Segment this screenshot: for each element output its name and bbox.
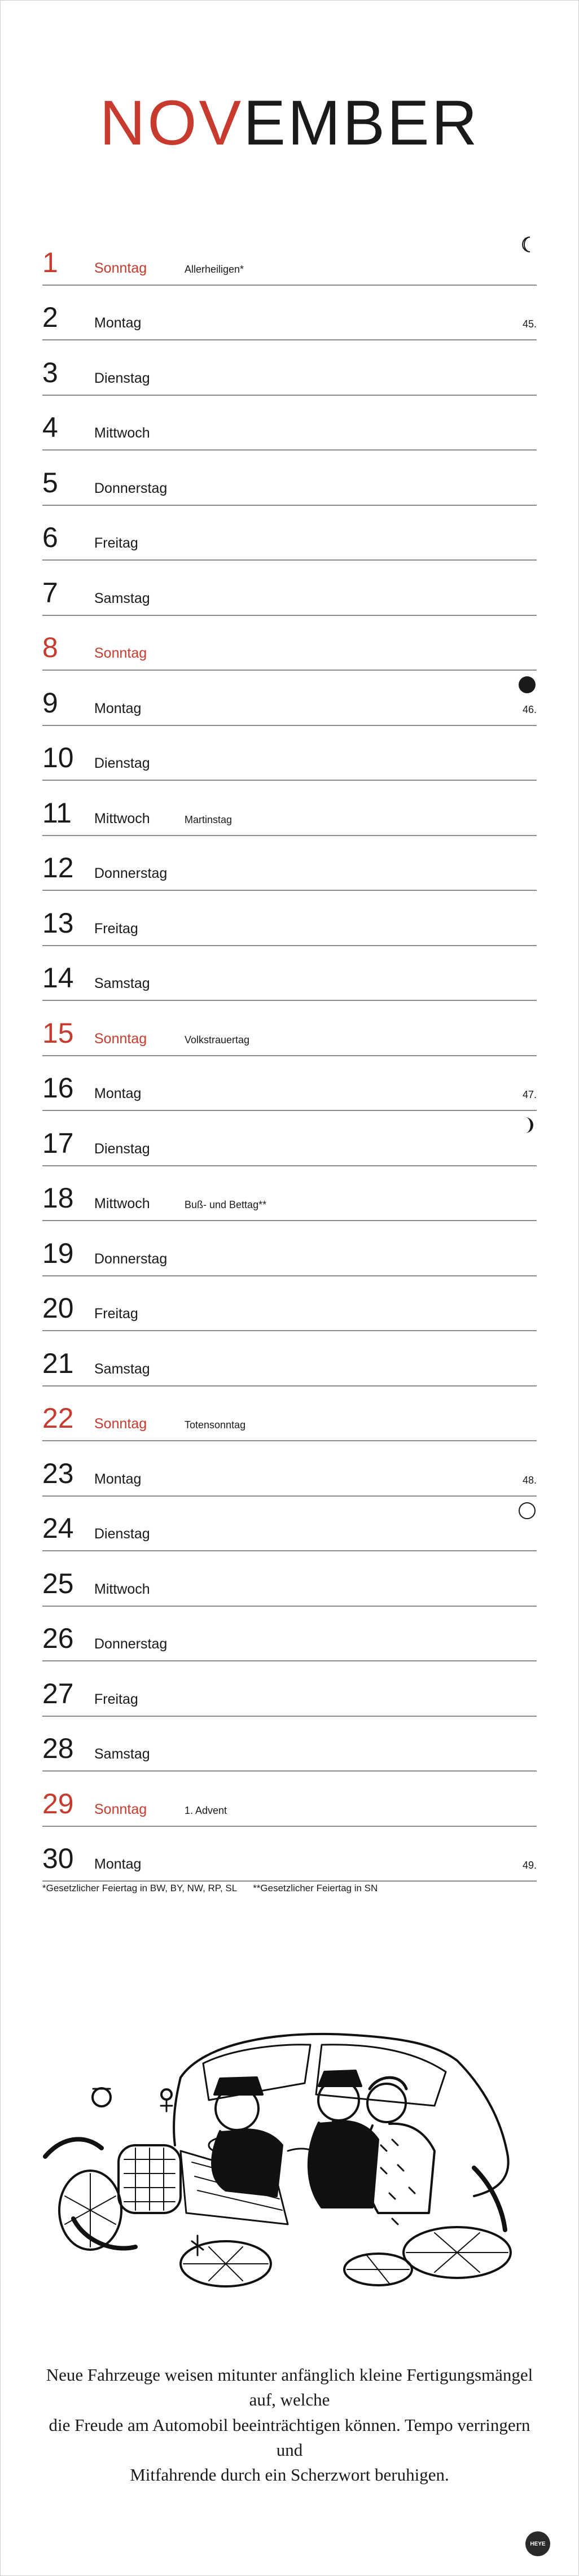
caption-line-2: die Freude am Automobil beeinträchtigen können. Tempo verringern und — [49, 2415, 530, 2460]
weekday-label: Samstag — [94, 590, 150, 606]
day-number: 28 — [42, 1733, 74, 1764]
day-row — [42, 726, 537, 781]
publisher-logo: HEYE — [525, 2531, 550, 2556]
weekday-label: Montag — [94, 315, 142, 331]
footnote-sn-holiday: **Gesetzlicher Feiertag in SN — [253, 1883, 378, 1893]
holiday-label: Totensonntag — [185, 1419, 246, 1431]
day-number: 3 — [42, 356, 58, 388]
day-row — [42, 230, 537, 286]
weekday-label: Dienstag — [94, 1526, 150, 1542]
day-number: 1 — [42, 246, 58, 278]
weekday-label: Mittwoch — [94, 425, 150, 441]
day-row — [42, 451, 537, 506]
weekday-label: Montag — [94, 1856, 142, 1872]
day-row — [42, 946, 537, 1001]
day-row — [42, 561, 537, 616]
footnote-state-holiday: *Gesetzlicher Feiertag in BW, BY, NW, RP, SL — [42, 1883, 238, 1893]
day-row — [42, 1387, 537, 1442]
weekday-label: Sonntag — [94, 645, 147, 661]
week-number: 49. — [522, 1860, 537, 1871]
day-number: 15 — [42, 1017, 74, 1049]
full-moon-icon — [517, 1501, 537, 1520]
day-number: 5 — [42, 466, 58, 498]
day-number: 7 — [42, 576, 58, 609]
weekday-label: Sonntag — [94, 1030, 147, 1047]
weekday-label: Dienstag — [94, 1140, 150, 1157]
weekday-label: Sonntag — [94, 1416, 147, 1432]
day-row — [42, 506, 537, 561]
day-number: 20 — [42, 1292, 74, 1324]
day-number: 9 — [42, 686, 58, 719]
week-number: 47. — [522, 1089, 537, 1100]
weekday-label: Mittwoch — [94, 1196, 150, 1212]
weekday-label: Dienstag — [94, 370, 150, 386]
day-list — [42, 230, 537, 1882]
day-number: 18 — [42, 1182, 74, 1214]
weekday-label: Montag — [94, 700, 142, 716]
weekday-label: Freitag — [94, 1306, 138, 1322]
weekday-label: Freitag — [94, 535, 138, 551]
day-row — [42, 616, 537, 671]
weekday-label: Samstag — [94, 1361, 150, 1377]
day-number: 8 — [42, 632, 58, 663]
day-row — [42, 1717, 537, 1772]
weekday-label: Sonntag — [94, 260, 147, 276]
day-number: 14 — [42, 962, 74, 994]
weekday-label: Donnerstag — [94, 865, 168, 881]
holiday-label: Martinstag — [185, 814, 233, 825]
day-row — [42, 671, 537, 726]
day-row — [42, 891, 537, 946]
weekday-label: Donnerstag — [94, 480, 168, 496]
weekday-label: Donnerstag — [94, 1250, 168, 1267]
day-number: 10 — [42, 742, 74, 773]
week-number: 45. — [522, 318, 537, 330]
month-title-rest: EMBER — [243, 88, 480, 158]
day-row — [42, 836, 537, 891]
day-row — [42, 1607, 537, 1662]
day-number: 27 — [42, 1677, 74, 1709]
day-number: 13 — [42, 907, 74, 939]
first-quarter-moon-icon — [517, 1116, 537, 1135]
day-number: 29 — [42, 1787, 74, 1820]
weekday-label: Freitag — [94, 920, 138, 937]
day-row — [42, 340, 537, 396]
weekday-label: Freitag — [94, 1691, 138, 1707]
waning-crescent-moon-icon — [517, 235, 537, 254]
weekday-label: Mittwoch — [94, 1581, 150, 1597]
weekday-label: Montag — [94, 1471, 142, 1487]
weekday-label: Donnerstag — [94, 1636, 168, 1652]
day-row — [42, 1166, 537, 1222]
day-number: 25 — [42, 1567, 74, 1599]
day-number: 2 — [42, 301, 58, 333]
caption-line-1: Neue Fahrzeuge weisen mitunter anfänglich kleine Fertigungsmängel auf, welche — [46, 2365, 533, 2410]
holiday-label: Volkstrauertag — [185, 1034, 250, 1046]
month-title-highlight: NOV — [99, 88, 244, 158]
day-number: 21 — [42, 1347, 74, 1379]
week-number: 46. — [522, 703, 537, 715]
day-number: 30 — [42, 1843, 74, 1874]
holiday-label: Allerheiligen* — [185, 263, 244, 275]
weekday-label: Sonntag — [94, 1801, 147, 1817]
day-number: 26 — [42, 1622, 74, 1654]
day-number: 17 — [42, 1127, 74, 1159]
day-row — [42, 396, 537, 451]
day-row — [42, 1772, 537, 1827]
month-title — [0, 88, 579, 158]
day-row — [42, 781, 537, 836]
caption — [40, 2363, 539, 2488]
day-number: 6 — [42, 522, 58, 553]
weekday-label: Samstag — [94, 1746, 150, 1762]
day-row — [42, 1001, 537, 1056]
day-number: 12 — [42, 852, 74, 884]
day-row — [42, 1056, 537, 1112]
day-row — [42, 1497, 537, 1552]
day-row — [42, 1661, 537, 1717]
day-number: 23 — [42, 1457, 74, 1489]
week-number: 48. — [522, 1474, 537, 1486]
day-row — [42, 1331, 537, 1387]
day-row — [42, 1221, 537, 1276]
cartoon-car-illustration — [40, 2010, 536, 2303]
day-row — [42, 1111, 537, 1166]
day-row — [42, 1441, 537, 1497]
day-row — [42, 286, 537, 341]
day-number: 16 — [42, 1072, 74, 1104]
day-number: 24 — [42, 1512, 74, 1544]
day-number: 4 — [42, 412, 58, 443]
weekday-label: Montag — [94, 1086, 142, 1101]
weekday-label: Mittwoch — [94, 810, 150, 826]
weekday-label: Dienstag — [94, 755, 150, 771]
weekday-label: Samstag — [94, 976, 150, 991]
day-number: 11 — [42, 797, 72, 829]
day-number: 22 — [42, 1402, 74, 1434]
footnotes — [42, 1883, 378, 1893]
day-row — [42, 1827, 537, 1882]
new-moon-icon — [517, 675, 537, 694]
holiday-label: 1. Advent — [185, 1804, 227, 1816]
day-row — [42, 1551, 537, 1607]
caption-line-3: Mitfahrende durch ein Scherzwort beruhigen. — [130, 2465, 449, 2485]
day-number: 19 — [42, 1237, 74, 1269]
holiday-label: Buß- und Bettag** — [185, 1199, 267, 1210]
day-row — [42, 1276, 537, 1332]
